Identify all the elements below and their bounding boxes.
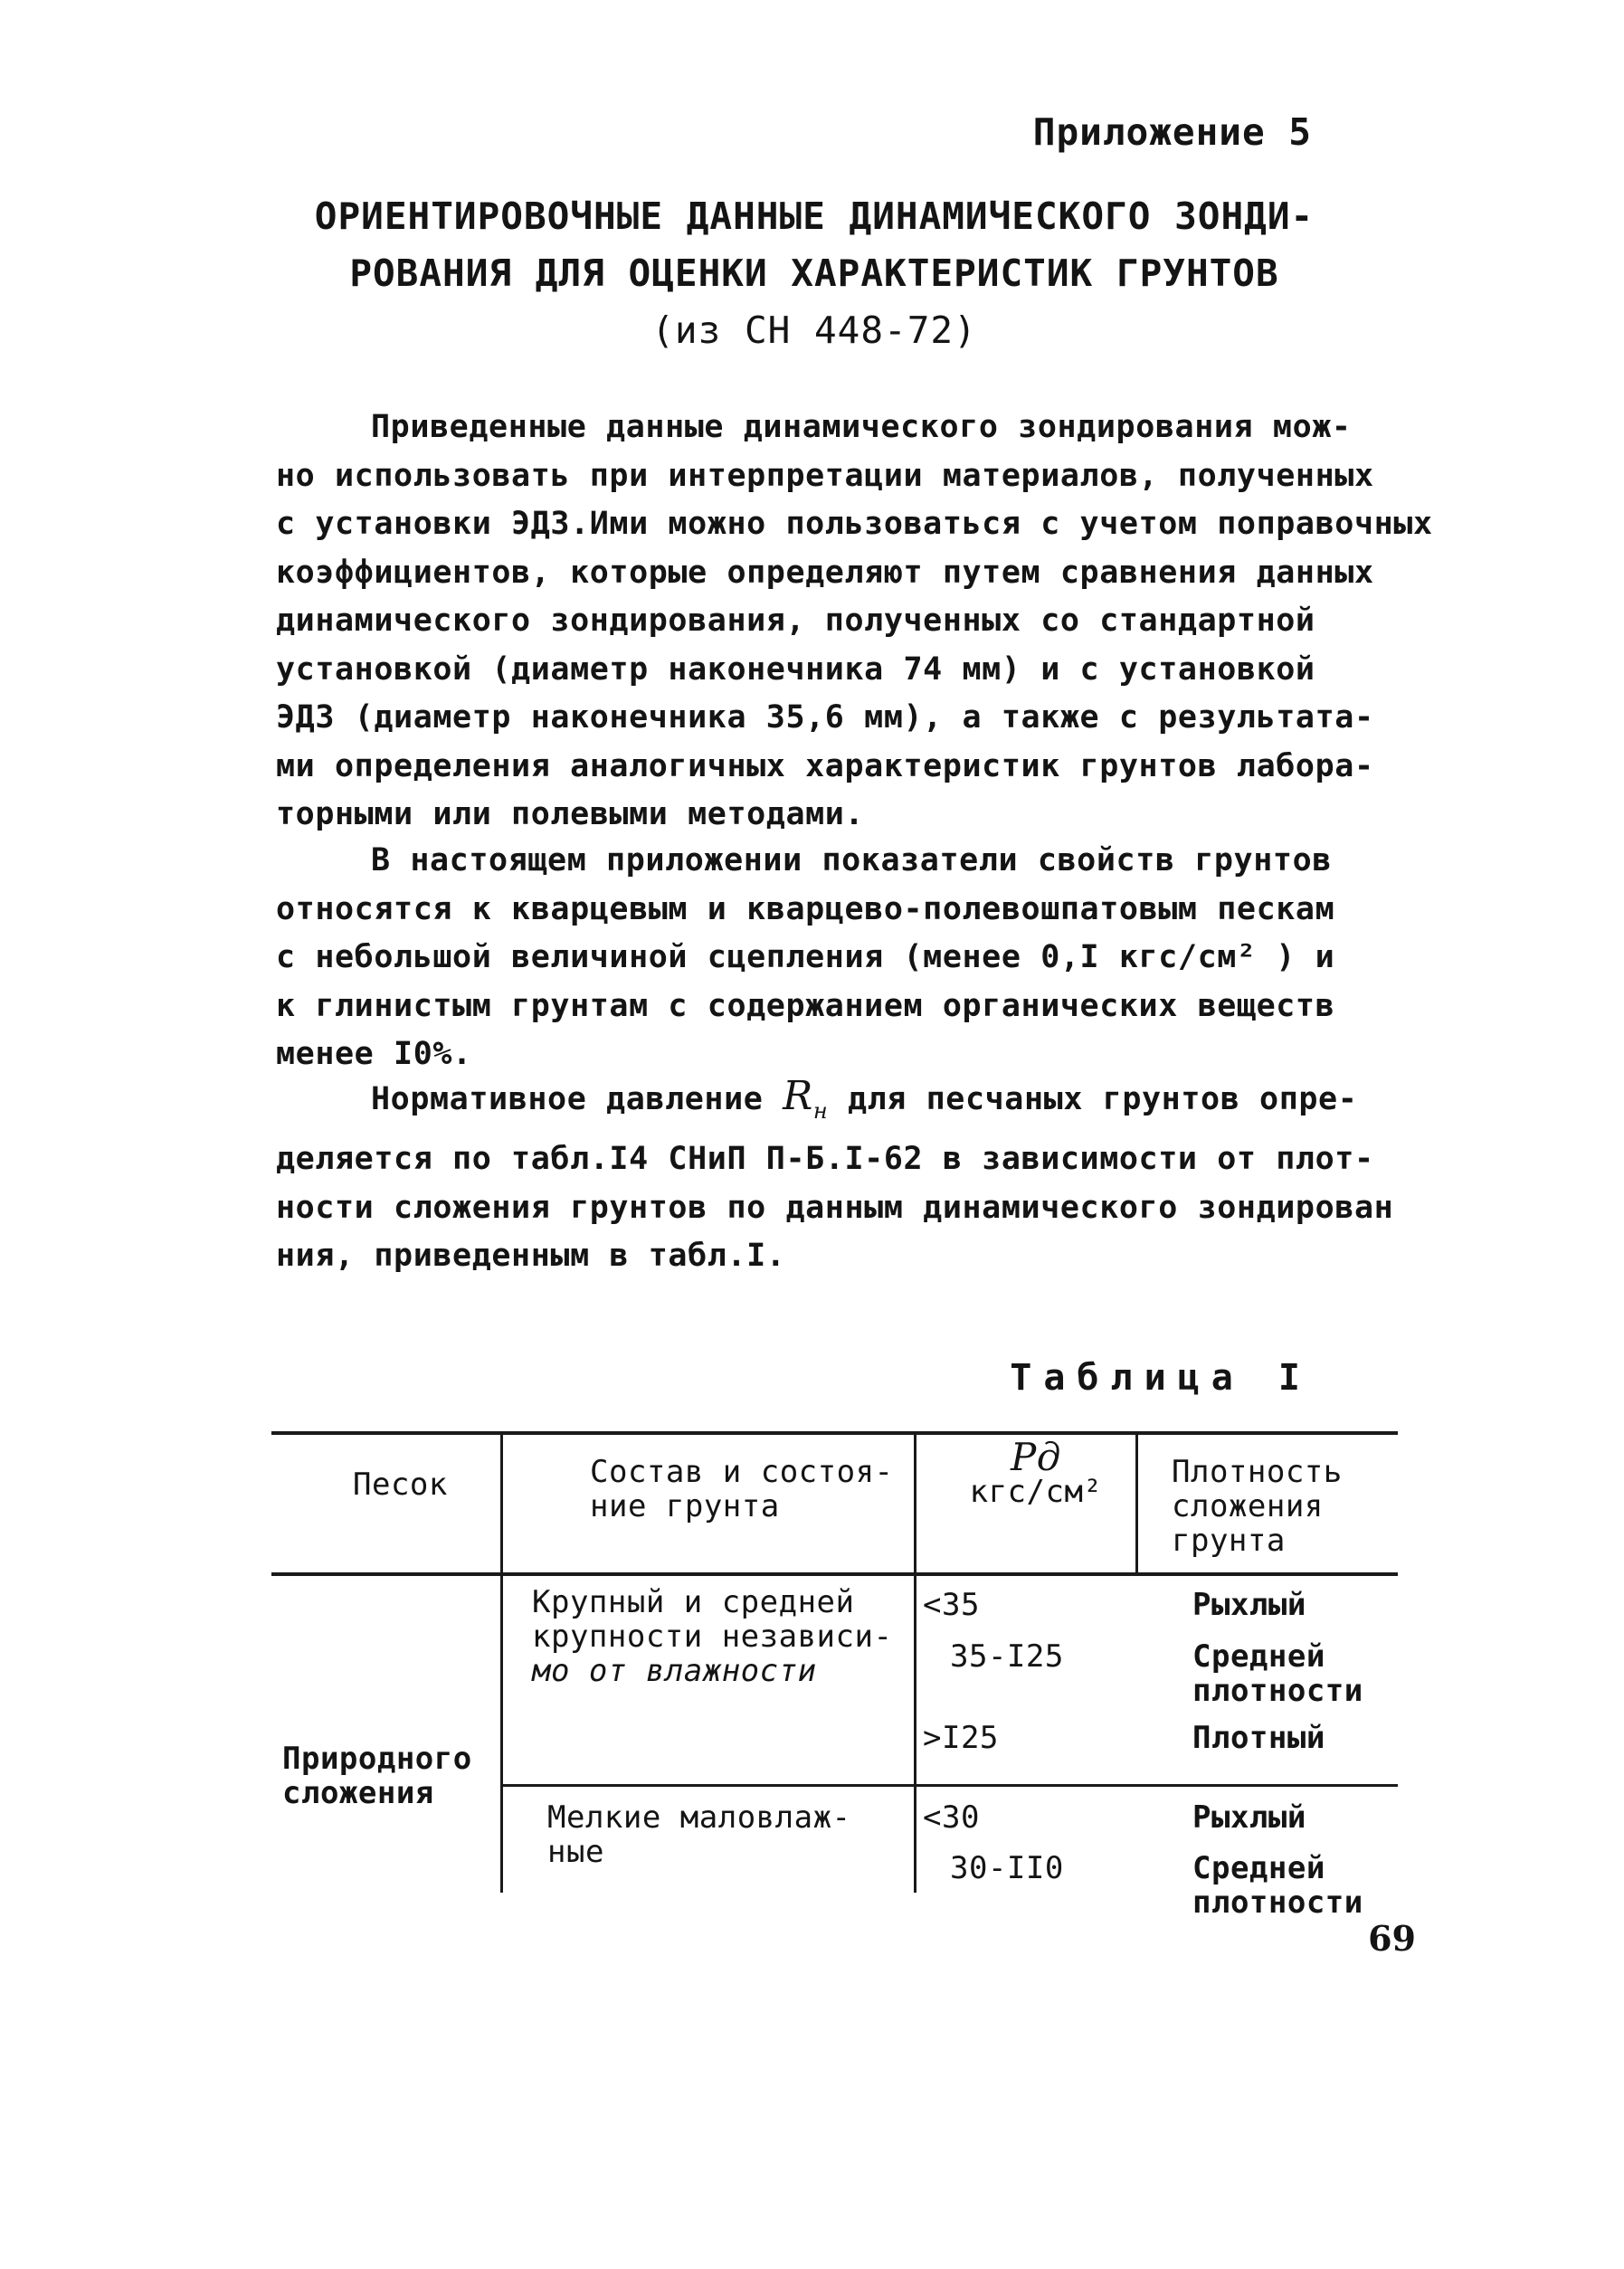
table-row-2-density-a: Рыхлый <box>1192 1799 1306 1836</box>
table-row-1-value-c: >I25 <box>923 1720 999 1756</box>
paragraph-line: ния, приведенным в табл.I. <box>276 1238 786 1275</box>
cell-line: плотности <box>1192 1885 1363 1921</box>
paragraph-line: с установки ЭДЗ.Ими можно пользоваться с учетом поправочных <box>276 506 1433 542</box>
paragraph-line: менее I0%. <box>276 1036 472 1072</box>
table-row-1-density-b <box>1192 1639 1363 1708</box>
paragraph-line <box>276 1072 1416 1135</box>
group-label-line: сложения <box>282 1775 434 1811</box>
table-rule-header <box>271 1572 1398 1576</box>
table-row-1-composition <box>532 1585 892 1688</box>
paragraph-line: с небольшой величиной сцепления (менее 0,I кгс/см² ) и <box>276 939 1335 975</box>
header-line: грунта <box>1172 1523 1286 1559</box>
table-col-divider <box>1135 1431 1138 1576</box>
header-composition <box>590 1455 894 1524</box>
cell-line: Мелкие маловлаж- <box>547 1799 851 1836</box>
pd-symbol: Pд <box>1011 1435 1061 1479</box>
paragraph-line: деляется по табл.I4 СНиП П-Б.I-62 в зависимости от плот- <box>276 1141 1374 1178</box>
paragraph-line: ЭДЗ (диаметр наконечника 35,6 мм), а также с результата- <box>276 699 1374 736</box>
paragraph-2 <box>276 837 1416 1079</box>
table-row-2-composition <box>547 1800 851 1869</box>
page-number: 69 <box>1368 1918 1416 1959</box>
paragraph-line: ности сложения грунтов по данным динамического зондирован <box>276 1189 1394 1226</box>
paragraph-line: к глинистым грунтам с содержанием органических веществ <box>276 987 1335 1024</box>
symbol-main: R <box>783 1073 813 1119</box>
table-rule-group <box>500 1784 1398 1787</box>
cell-line: Средней <box>1192 1638 1325 1675</box>
paragraph-line: но использовать при интерпретации материалов, полученных <box>276 457 1374 494</box>
paragraph-line: коэффициентов, которые определяют путем сравнения данных <box>276 554 1374 591</box>
header-pd <box>945 1435 1126 1510</box>
table-row-1-density-a: Рыхлый <box>1192 1587 1306 1623</box>
paragraph-3 <box>276 1072 1416 1281</box>
symbol-sub: н <box>812 1097 829 1124</box>
paragraph-line: Приведенные данные динамического зондирования мож- <box>371 409 1352 445</box>
group-label <box>282 1742 472 1810</box>
paragraph-line: ми определения аналогичных характеристик грунтов лабора- <box>276 747 1374 784</box>
cell-line: Крупный и средней <box>532 1584 855 1620</box>
table-rule-top <box>271 1431 1398 1435</box>
cell-line: мо от влажности <box>532 1653 817 1689</box>
table-col-divider <box>914 1431 916 1893</box>
cell-line: Средней <box>1192 1850 1325 1886</box>
title-line-1: ОРИЕНТИРОВОЧНЫЕ ДАННЫЕ ДИНАМИЧЕСКОГО ЗОНДИ- <box>314 195 1315 238</box>
table-row-1-density-c: Плотный <box>1192 1720 1325 1756</box>
paragraph-line: торными или полевыми методами. <box>276 796 865 832</box>
paragraph-line: установкой (диаметр наконечника 74 мм) и с установкой <box>276 650 1315 688</box>
title-line-2: РОВАНИЯ ДЛЯ ОЦЕНКИ ХАРАКТЕРИСТИК ГРУНТОВ <box>349 252 1279 295</box>
table-caption: Таблица I <box>1010 1357 1312 1399</box>
header-line: Состав и состоя- <box>590 1454 894 1490</box>
table-col-divider <box>500 1431 503 1893</box>
paragraph-1 <box>276 403 1433 840</box>
title-line-3: (из СН 448-72) <box>651 309 977 352</box>
paragraph-line: В настоящем приложении показатели свойств грунтов <box>371 842 1332 878</box>
paragraph-text: Нормативное давление <box>371 1081 764 1117</box>
appendix-label: Приложение 5 <box>1032 110 1312 154</box>
paragraph-line: динамического зондирования, полученных со стандартной <box>276 603 1315 639</box>
header-line: сложения <box>1172 1488 1324 1524</box>
pd-unit: кгс/см² <box>969 1474 1103 1510</box>
table-row-2-value-a: <30 <box>923 1799 980 1836</box>
document-title <box>271 188 1357 359</box>
group-label-line: Природного <box>282 1741 472 1777</box>
table-row-1-value-a: <35 <box>923 1587 980 1623</box>
header-sand: Песок <box>353 1467 448 1503</box>
table-row-2-density-b <box>1192 1851 1363 1920</box>
header-density <box>1172 1455 1343 1558</box>
pressure-symbol <box>783 1073 829 1124</box>
cell-line: крупности независи- <box>532 1619 893 1655</box>
cell-line: ные <box>547 1834 604 1870</box>
paragraph-text: для песчаных грунтов опре- <box>847 1081 1358 1117</box>
table-row-1-value-b: 35-I25 <box>950 1638 1064 1675</box>
paragraph-line: относятся к кварцевым и кварцево-полевошпатовым пескам <box>276 890 1335 927</box>
header-line: ние грунта <box>590 1488 780 1524</box>
header-line: Плотность <box>1172 1454 1343 1490</box>
cell-line: плотности <box>1192 1673 1363 1709</box>
table-row-2-value-b: 30-II0 <box>950 1850 1064 1886</box>
